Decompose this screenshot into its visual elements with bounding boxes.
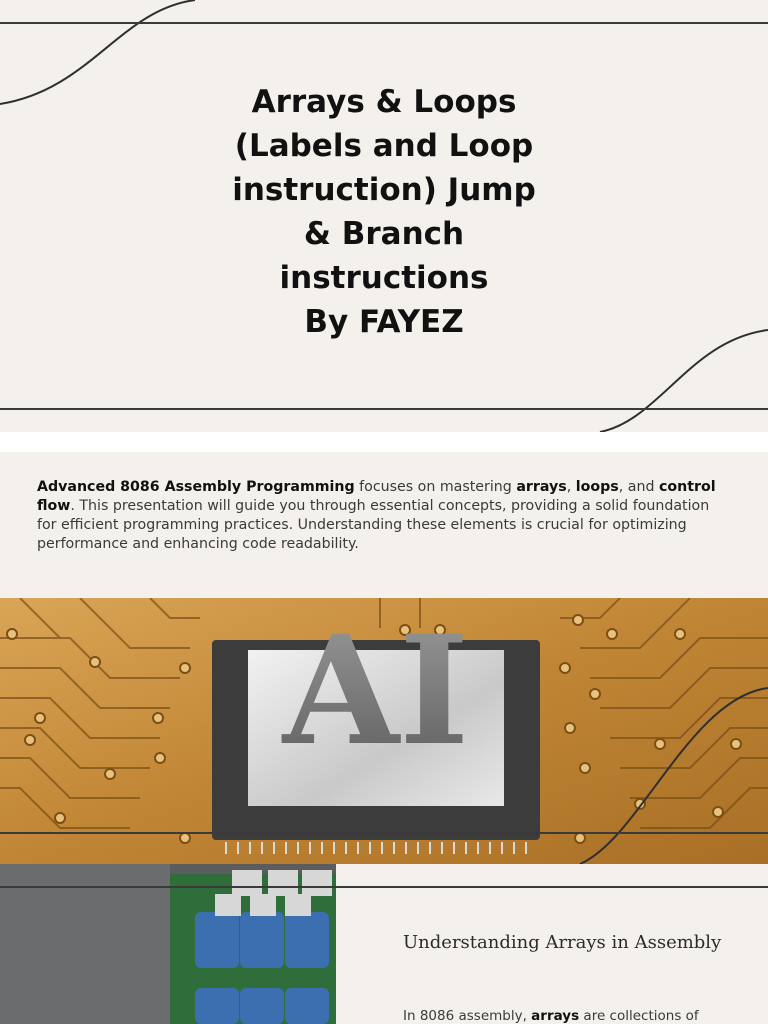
intro-paragraph [37,478,727,554]
title-line: (Labels and Loop [234,128,534,164]
section-body [403,1008,763,1024]
title-line: instructions [279,260,489,296]
section-body-text: are collections of [579,1008,699,1024]
section-body-text: In 8086 assembly, [403,1008,532,1024]
slide-gap [0,432,768,452]
intro-text: . This presentation will guide you through essential concepts, providing a solid foundation for efficient programming practices. Understanding these elements is crucial for optimizing performance and enhancing code readability. [37,498,710,552]
title-line: Arrays & Loops [251,84,517,120]
section-heading: Understanding Arrays in Assembly [403,932,722,953]
title-author: By FAYEZ [304,304,464,340]
intro-bold-control-flow: control flow [37,479,716,514]
bottom-rule [0,408,768,410]
intro-bold-arrays: arrays [516,479,567,495]
intro-bold-program: Advanced 8086 Assembly Programming [37,479,355,495]
divider-rule [0,832,768,834]
section-rule [0,886,768,888]
page-title [150,80,618,344]
intro-bold-loops: loops [575,479,619,495]
chip-ai-label: AI [282,603,470,779]
intro-text: , [566,479,576,495]
circuit-board-illustration [0,598,768,864]
arrays-slide [0,864,768,1024]
title-line: & Branch [303,216,465,252]
intro-slide [0,452,768,598]
top-rule [0,22,768,24]
component-photo [0,864,336,1024]
title-slide [0,0,768,432]
intro-text: , and [618,479,659,495]
section-body-bold: arrays [531,1008,580,1024]
intro-text: focuses on mastering [354,479,517,495]
title-line: instruction) Jump [232,172,536,208]
ai-chip-image [0,598,768,864]
